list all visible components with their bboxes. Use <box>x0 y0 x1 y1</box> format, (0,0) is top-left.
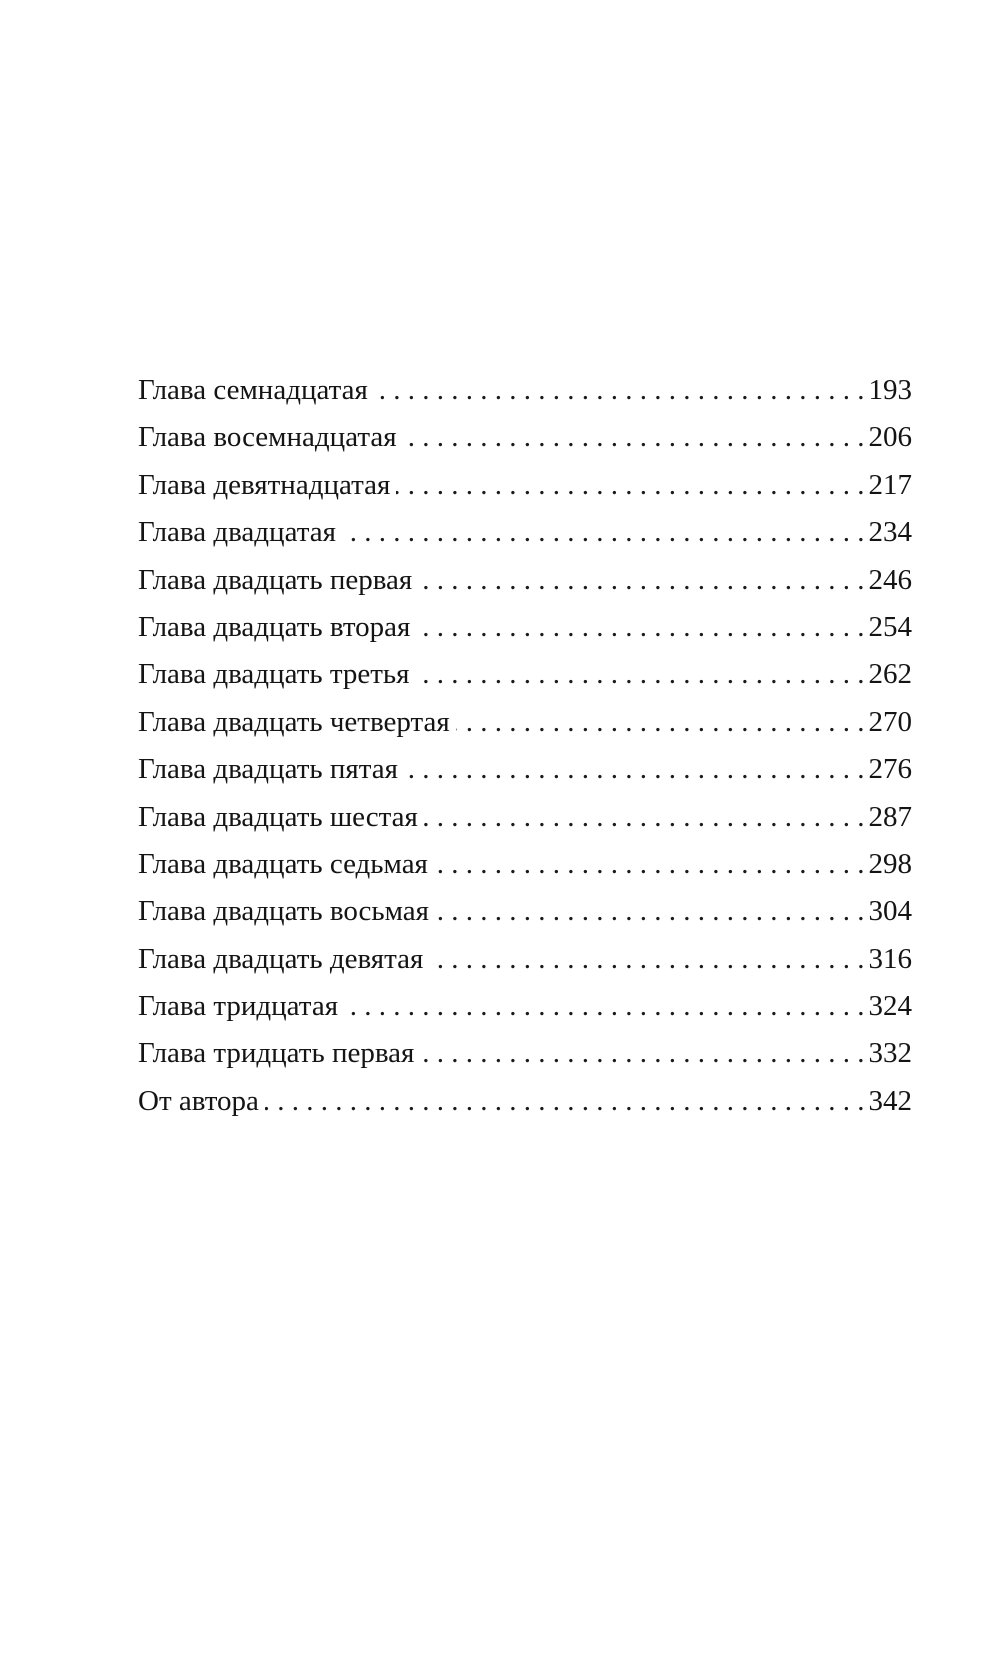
toc-entry-chapter-26[interactable] <box>138 794 912 841</box>
toc-entry-page: 246 <box>868 563 912 596</box>
toc-entry-chapter-27[interactable] <box>138 841 912 888</box>
toc-entry-title: Глава семнадцатая <box>138 374 368 406</box>
dot-leader <box>415 651 864 698</box>
toc-entry-page: 342 <box>868 1084 912 1117</box>
toc-entry-page: 234 <box>868 516 912 549</box>
toc-entry-page: 332 <box>868 1037 912 1070</box>
toc-entry-title: Глава двадцать седьмая <box>138 847 428 880</box>
toc-entry-title: Глава тридцатая <box>138 990 339 1023</box>
toc-entry-title: Глава двадцать девятая <box>138 942 424 975</box>
toc-entry-title: От автора <box>138 1084 259 1117</box>
toc-entry-page: 276 <box>868 753 912 786</box>
dot-leader <box>374 367 865 414</box>
toc-entry-title: Глава двадцать первая <box>138 563 413 596</box>
dot-leader <box>342 509 865 556</box>
dot-leader <box>420 1030 864 1077</box>
toc-entry-chapter-22[interactable] <box>138 604 912 651</box>
toc-entry-title: Глава двадцать вторая <box>138 610 411 643</box>
dot-leader <box>416 604 864 651</box>
dot-leader <box>435 888 864 935</box>
dot-leader <box>456 699 865 746</box>
toc-entry-title: Глава двадцатая <box>138 516 336 549</box>
toc-entry-chapter-20[interactable] <box>138 509 912 556</box>
toc-entry-page: 193 <box>868 374 912 406</box>
toc-entry-chapter-19[interactable] <box>138 462 912 509</box>
toc-entry-chapter-17[interactable] <box>138 367 912 414</box>
toc-entry-title: Глава восемнадцатая <box>138 421 397 454</box>
toc-entry-title: Глава тридцать первая <box>138 1037 415 1070</box>
dot-leader <box>418 557 864 604</box>
toc-entry-page: 217 <box>868 468 912 501</box>
toc-entry-chapter-30[interactable] <box>138 983 912 1030</box>
toc-entry-title: Глава девятнадцатая <box>138 468 391 501</box>
toc-entry-title: Глава двадцать третья <box>138 658 410 691</box>
toc-entry-page: 262 <box>868 658 912 691</box>
toc-entry-chapter-28[interactable] <box>138 888 912 935</box>
table-of-contents <box>138 367 912 1125</box>
toc-entry-page: 304 <box>868 895 912 928</box>
dot-leader <box>396 462 864 509</box>
dot-leader <box>265 1078 865 1125</box>
toc-entry-chapter-29[interactable] <box>138 936 912 983</box>
toc-entry-page: 324 <box>868 990 912 1023</box>
toc-entry-page: 298 <box>868 847 912 880</box>
toc-entry-afterword[interactable] <box>138 1078 912 1125</box>
dot-leader <box>429 936 864 983</box>
toc-entry-chapter-31[interactable] <box>138 1030 912 1077</box>
toc-entry-chapter-24[interactable] <box>138 699 912 746</box>
toc-entry-page: 316 <box>868 942 912 975</box>
toc-entry-page: 270 <box>868 705 912 738</box>
toc-entry-title: Глава двадцать четвертая <box>138 705 450 738</box>
toc-entry-chapter-23[interactable] <box>138 651 912 698</box>
toc-entry-chapter-21[interactable] <box>138 557 912 604</box>
toc-entry-chapter-25[interactable] <box>138 746 912 793</box>
toc-entry-chapter-18[interactable] <box>138 414 912 461</box>
toc-entry-title: Глава двадцать пятая <box>138 753 398 786</box>
toc-entry-page: 254 <box>868 610 912 643</box>
toc-entry-title: Глава двадцать шестая <box>138 800 418 833</box>
toc-entry-title: Глава двадцать восьмая <box>138 895 430 928</box>
toc-entry-page: 206 <box>868 421 912 454</box>
dot-leader <box>424 794 865 841</box>
toc-entry-page: 287 <box>868 800 912 833</box>
dot-leader <box>404 746 865 793</box>
dot-leader <box>403 414 865 461</box>
dot-leader <box>344 983 864 1030</box>
dot-leader <box>434 841 865 888</box>
